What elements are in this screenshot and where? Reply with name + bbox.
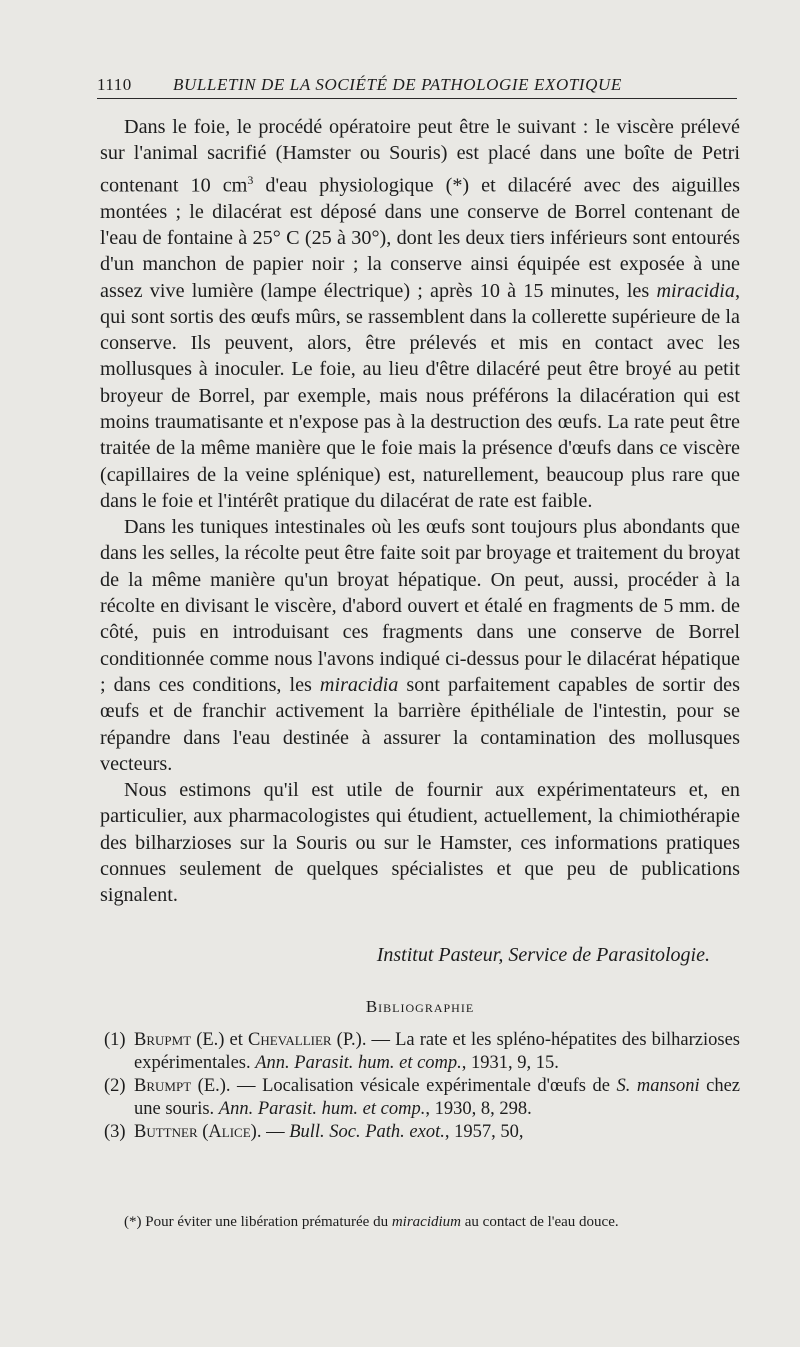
signature-institute: Institut Pasteur <box>376 944 499 966</box>
body-text <box>100 114 740 909</box>
bib-species: S. mansoni <box>616 1076 700 1096</box>
bib-author: Brumpt <box>134 1076 192 1096</box>
bib-text: ). — <box>250 1122 290 1142</box>
bib-author: Buttner <box>134 1122 198 1142</box>
p1-text-d: d'eau physiologique (*) et dilacéré avec des aiguilles montées ; le dilacérat est déposé dans une conserve de Borrel contenant de l'eau de fontaine à 25° C (25 à 30°), dont les deux tiers inférieurs sont entourés d'un manchon de papier noir ; la conserve ainsi équipée est exposée à une assez vive lumière (lampe électrique) ; après 10 à 15 minutes, les <box>100 174 740 302</box>
bib-author: Brupmt <box>134 1030 192 1050</box>
footnote-italic: miracidium <box>391 1214 461 1230</box>
bib-index: (1) <box>104 1030 126 1050</box>
running-header <box>97 71 737 101</box>
p2-text-a: Dans les tuniques intestinales où les œufs sont toujours plus abondants que dans les selles, la récolte peut être faite soit par broyage et traitement du broyat de la même manière qu'un broyat hépatique. On peut, aussi, procéder à la récolte en divisant le viscère, d'abord ouvert et étalé en fragments de 5 mm. de côté, puis en introduisant ces fragments dans une conserve de Borrel conditionnée comme nous l'avons indiqué ci-dessus pour le dilacérat hépatique ; dans ces conditions, les <box>100 516 740 696</box>
bib-journal: Bull. Soc. Path. exot. <box>289 1122 445 1142</box>
header-rule <box>97 98 737 99</box>
page-number: 1110 <box>97 75 132 94</box>
p1-text-a: Dans le foie, le procédé opératoire peut être le suivant : le viscère prélevé sur l'animal sacrifié (Hamster ou Souris) est placé dans une boîte de Petri contenant <box>100 116 740 197</box>
signature-separator: , <box>498 944 509 966</box>
paragraph-1 <box>100 114 740 514</box>
bib-text: (E.) et <box>191 1030 248 1050</box>
p1-italic-miracidia: miracidia <box>656 279 735 302</box>
bib-ref: , 1931, 9, 15. <box>461 1052 559 1073</box>
bib-journal: Ann. Parasit. hum. et comp. <box>255 1052 462 1073</box>
bib-ref: , 1930, 8, 298. <box>425 1098 532 1119</box>
bib-author: Chevallier <box>247 1030 332 1050</box>
bib-text: (E.). — Localisation vésicale expérimentale d'œufs de <box>191 1076 617 1096</box>
signature-service: Service de Parasitologie. <box>508 944 710 966</box>
bib-index: (2) <box>104 1076 126 1096</box>
bib-text: chez une souris. <box>134 1076 740 1119</box>
bibliography-list <box>100 1029 740 1145</box>
footnote-text-c: au contact de l'eau douce. <box>461 1214 619 1230</box>
bib-item-3 <box>100 1121 740 1144</box>
paragraph-2 <box>100 514 740 777</box>
footnote-text-a: (*) Pour éviter une libération prématurée du <box>124 1214 392 1230</box>
journal-title: BULLETIN DE LA SOCIÉTÉ DE PATHOLOGIE EXOTIQUE <box>173 75 622 94</box>
signature <box>100 944 710 967</box>
paragraph-3: Nous estimons qu'il est utile de fournir aux expérimentateurs et, en particulier, aux pharmacologistes qui étudient, actuellement, la chimiothérapie des bilharzioses sur la Souris ou sur le Hamster, ces informations pratiques connues seulement de quelques spécialistes et que peu de publications signalent. <box>100 779 740 907</box>
bib-text: (P.). — La rate et les spléno-hépatites des bilharzioses expérimentales. <box>134 1030 740 1073</box>
bib-index: (3) <box>104 1122 126 1142</box>
p2-text-c: sont parfaitement capables de sortir des œufs et de franchir activement la barrière épithéliale de l'intestin, pour se répandre dans l'eau destinée à assurer la contamination des mollusques vecteurs. <box>100 673 740 775</box>
p1-text-f: , qui sont sortis des œufs mûrs, se rassemblent dans la collerette supérieure de la conserve. Ils peuvent, alors, être prélevés et mis en contact avec les mollusques à inoculer. Le foie, au lieu d'être dilacéré peut être broyé au petit broyeur de Borrel, par exemple, mais nous préférons la dilacération qui est moins traumatisante et n'expose pas à la destruction des œufs. La rate peut être traitée de la même manière que le foie mais la présence d'œufs dans ce viscère (capillaires de la veine splénique) est, naturellement, beaucoup plus rare que dans le foie et l'intérêt pratique du dilacérat de rate est faible. <box>100 279 740 512</box>
bib-journal: Ann. Parasit. hum. et comp. <box>218 1098 426 1119</box>
bib-ref: , 1957, 50, <box>444 1122 524 1142</box>
p2-italic-miracidia: miracidia <box>319 673 399 696</box>
footnote <box>100 1212 740 1232</box>
bibliography-heading: Bibliographie <box>365 997 475 1016</box>
bib-text: ( <box>197 1122 209 1142</box>
p1-text-b: 10 cm <box>190 174 248 197</box>
bib-item-2 <box>100 1075 740 1120</box>
p1-superscript: 3 <box>247 172 254 187</box>
bib-item-1 <box>100 1029 740 1074</box>
bib-author: Alice <box>208 1122 251 1142</box>
